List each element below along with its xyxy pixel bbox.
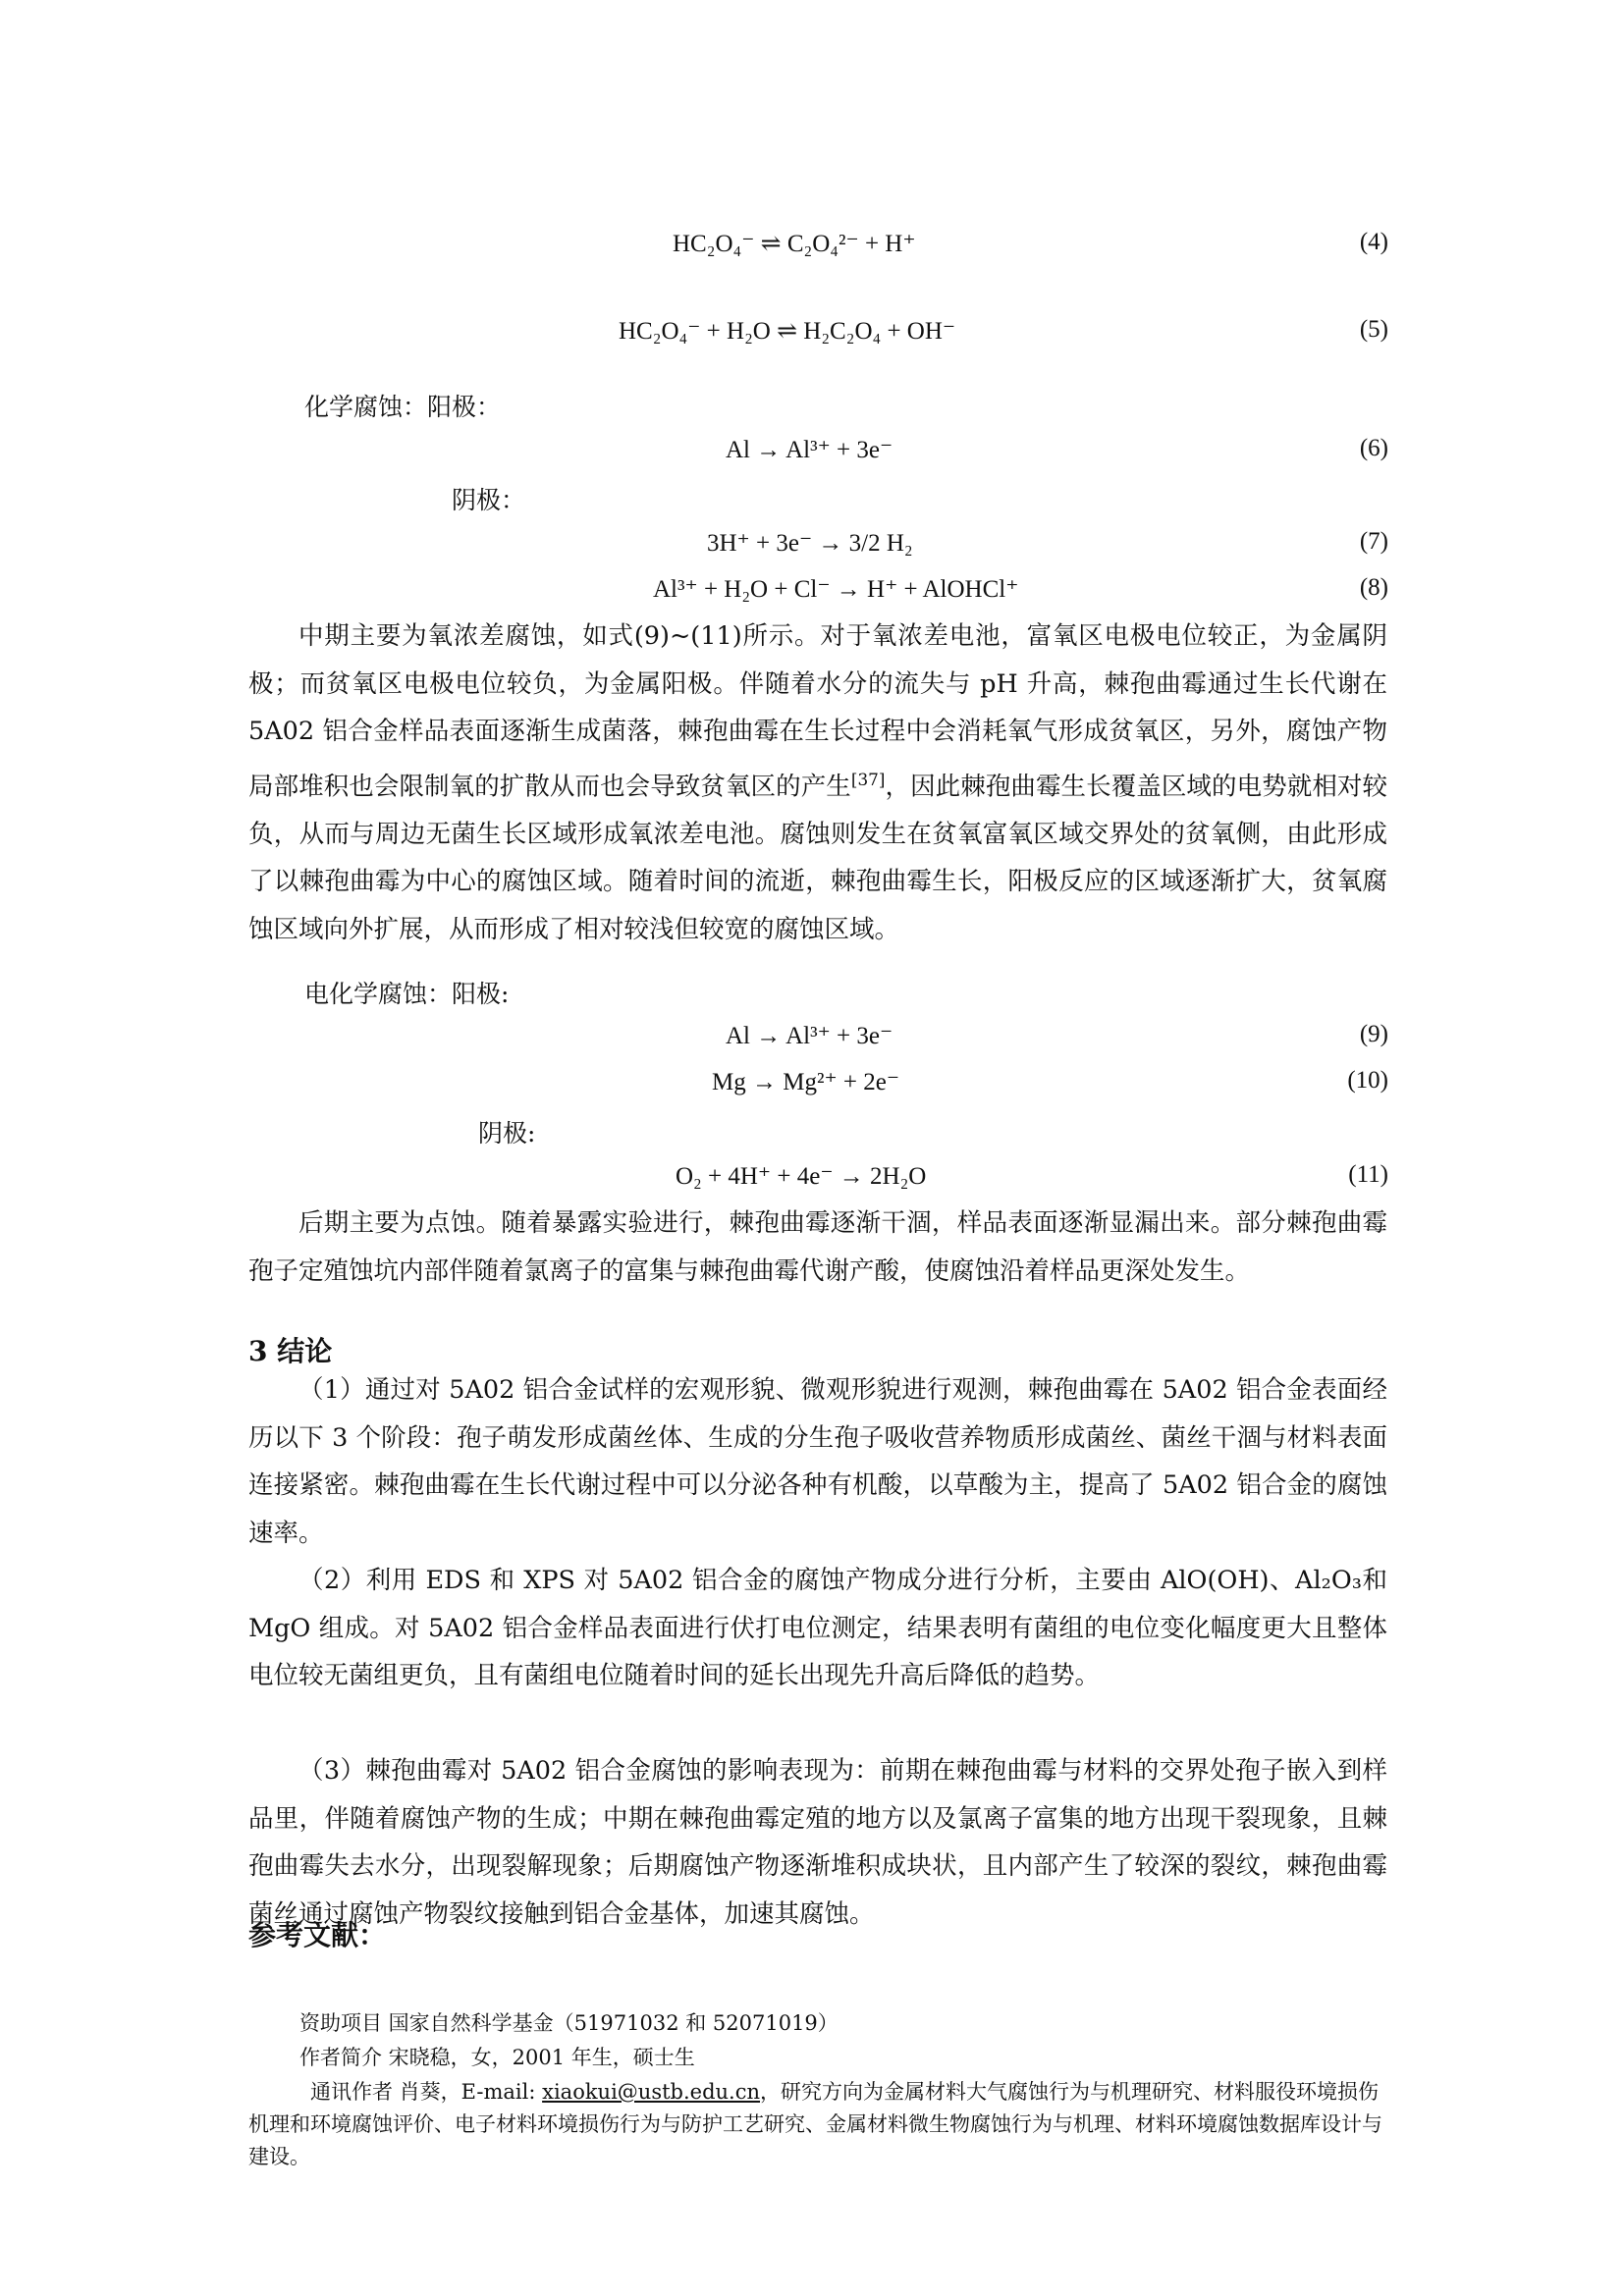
section-heading-conclusion: 3 结论 <box>248 1335 333 1367</box>
citation-37: [37] <box>850 769 886 789</box>
paragraph-late-stage: 后期主要为点蚀。随着暴露实验进行，棘孢曲霉逐渐干涸，样品表面逐渐显漏出来。部分棘孢曲霉孢子定殖蚀坑内部伴随着氯离子的富集与棘孢曲霉代谢产酸，使腐蚀沿着样品更深处发生。 <box>248 1208 1387 1286</box>
equation-9-number: (9) <box>1359 1021 1388 1047</box>
email-link[interactable]: xiaokui@ustb.edu.cn <box>542 2080 761 2104</box>
equation-9: Al → Al³⁺ + 3e⁻ <box>726 1023 893 1049</box>
equation-8-number: (8) <box>1359 574 1388 601</box>
equation-6: Al → Al³⁺ + 3e⁻ <box>726 437 893 463</box>
equation-8: Al³⁺ + H₂O + Cl⁻ → H⁺ + AlOHCl⁺ <box>653 576 1019 603</box>
paragraph-mid-stage <box>248 613 1387 953</box>
paragraph-mid-text: 中期主要为氧浓差腐蚀，如式(9)~(11)所示。对于氧浓差电池，富氧区电极电位较正，为金属阴极；而贫氧区电极电位较负，为金属阳极。伴随着水分的流失与 pH 升高，棘孢曲霉通过生长代谢在 5A02 铝合金样品表面逐渐生成菌落，棘孢曲霉在生长过程中会消耗氧气形成贫氧区，另外，腐蚀产物局部堆积也会限制氧的扩散从而也会导致贫氧区的产生 <box>248 621 1387 801</box>
paragraph-mid-continued: ，因此棘孢曲霉生长覆盖区域的电势就相对较负，从而与周边无菌生长区域形成氧浓差电池。腐蚀则发生在贫氧富氧区域交界处的贫氧侧，由此形成了以棘孢曲霉为中心的腐蚀区域。随着时间的流逝，棘孢曲霉生长，阳极反应的区域逐渐扩大，贫氧腐蚀区域向外扩展，从而形成了相对较浅但较宽的腐蚀区域。 <box>248 772 1387 944</box>
footnote-corr-rest: ，研究方向为金属材料大气腐蚀行为与机理研究、材料服役环境损伤机理和环境腐蚀评价、电子材料环境损伤行为与防护工艺研究、金属材料微生物腐蚀行为与机理、材料环境腐蚀数据库设计与建设。 <box>248 2080 1382 2168</box>
conclusion-item-2: （2）利用 EDS 和 XPS 对 5A02 铝合金的腐蚀产物成分进行分析，主要由 AlO(OH)、Al₂O₃和 MgO 组成。对 5A02 铝合金样品表面进行伏打电位测定，结果表明有菌组的电位变化幅度更大且整体电位较无菌组更负，且有菌组电位随着时间的延长出现先升高后降低的趋势。 <box>248 1566 1387 1690</box>
footnote-author: 作者简介 宋晓稳，女，2001 年生，硕士生 <box>299 2046 695 2069</box>
electro-anode-label: 电化学腐蚀：阳极: <box>304 980 510 1008</box>
footnote-corr-prefix: 通讯作者 肖葵，E-mail: <box>310 2080 543 2104</box>
equation-4: HC₂O₄⁻ ⇌ C₂O₄²⁻ + H⁺ <box>673 231 916 257</box>
electro-cathode-label: 阴极: <box>478 1119 536 1148</box>
equation-7-number: (7) <box>1359 528 1388 555</box>
equation-10: Mg → Mg²⁺ + 2e⁻ <box>712 1069 900 1095</box>
equation-11-number: (11) <box>1348 1161 1388 1188</box>
equation-7: 3H⁺ + 3e⁻ → 3/2 H₂ <box>707 530 913 557</box>
equation-5-number: (5) <box>1359 316 1388 343</box>
equation-5: HC₂O₄⁻ + H₂O ⇌ H₂C₂O₄ + OH⁻ <box>619 318 956 345</box>
footnote-corresponding-author <box>248 2076 1387 2173</box>
chem-cathode-label: 阴极： <box>452 486 526 514</box>
conclusion-item-3: （3）棘孢曲霉对 5A02 铝合金腐蚀的影响表现为：前期在棘孢曲霉与材料的交界处孢子嵌入到样品里，伴随着腐蚀产物的生成；中期在棘孢曲霉定殖的地方以及氯离子富集的地方出现干裂现象，且棘孢曲霉失去水分，出现裂解现象；后期腐蚀产物逐渐堆积成块状，且内部产生了较深的裂纹，棘孢曲霉菌丝通过腐蚀产物裂纹接触到铝合金基体，加速其腐蚀。 <box>248 1756 1387 1929</box>
conclusion-item-1: （1）通过对 5A02 铝合金试样的宏观形貌、微观形貌进行观测，棘孢曲霉在 5A02 铝合金表面经历以下 3 个阶段：孢子萌发形成菌丝体、生成的分生孢子吸收营养物质形成菌丝、菌丝干涸与材料表面连接紧密。棘孢曲霉在生长代谢过程中可以分泌各种有机酸，以草酸为主，提高了 5A02 铝合金的腐蚀速率。 <box>248 1375 1387 1548</box>
references-heading: 参考文献： <box>248 1919 387 1951</box>
footnote-funding: 资助项目 国家自然科学基金（51971032 和 52071019） <box>299 2011 839 2035</box>
equation-11: O₂ + 4H⁺ + 4e⁻ → 2H₂O <box>676 1163 927 1190</box>
equation-10-number: (10) <box>1347 1067 1388 1094</box>
equation-6-number: (6) <box>1359 435 1388 461</box>
chem-anode-label: 化学腐蚀：阳极： <box>304 393 502 421</box>
equation-4-number: (4) <box>1359 229 1388 255</box>
